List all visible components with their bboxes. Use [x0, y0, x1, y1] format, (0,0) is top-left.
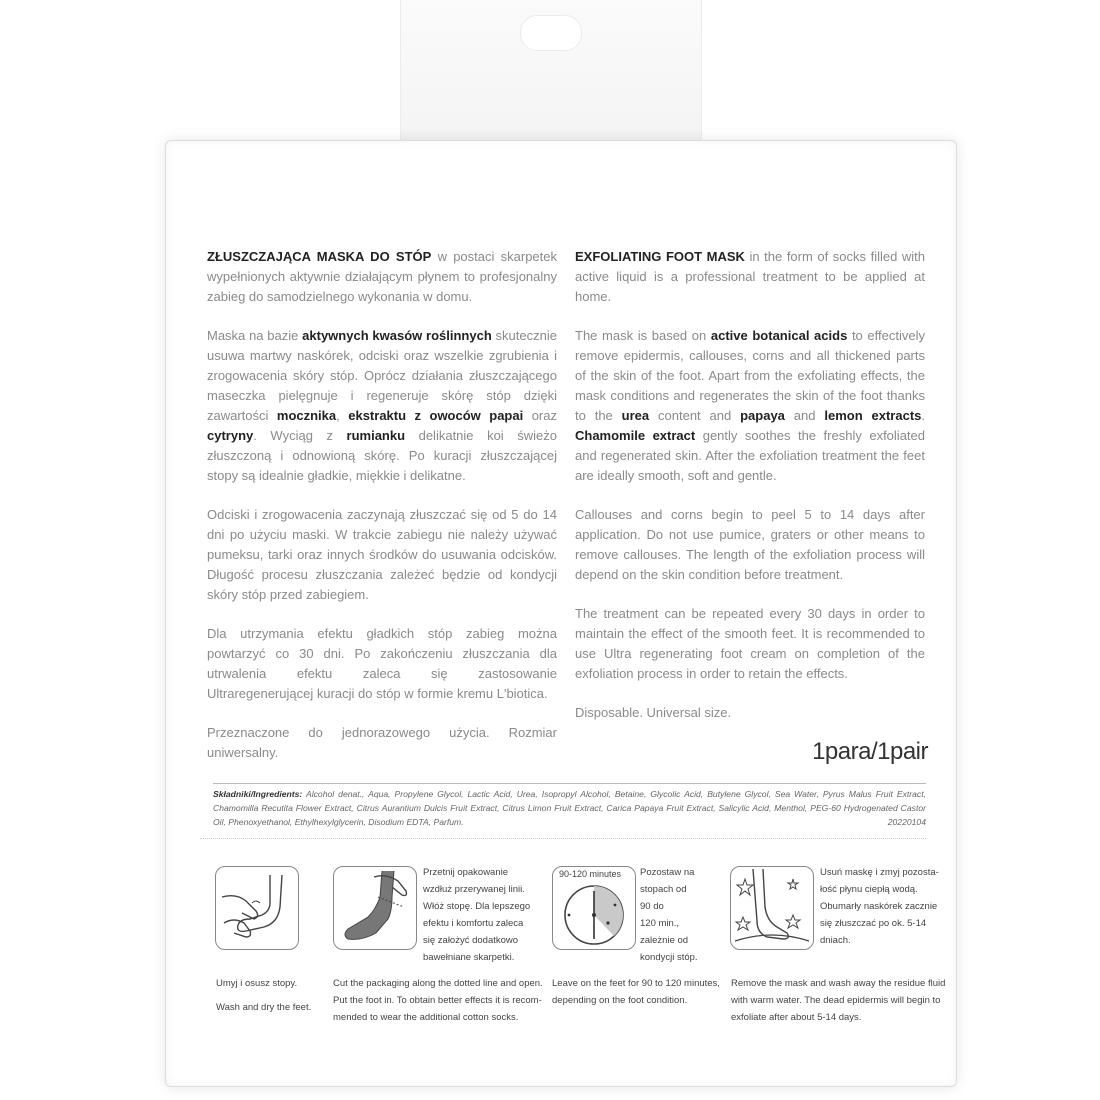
pl-text: ,: [336, 408, 349, 423]
step3-en-line: Leave on the feet for 90 to 120 minutes,: [552, 978, 720, 989]
step4-en-line: exfoliate after about 5-14 days.: [731, 1012, 862, 1023]
ingredients-text: Alcohol denat., Aqua, Propylene Glycol, Lactic Acid, Urea, Isopropyl Alcohol, Betaine, Glycolic Acid, Butylene Glycol, Sea Water, Pyrus Malus Fruit Extract, Chamomilla Recutita Flower Extract, Citrus Aurantium Dulcis Fruit Extract, Citrus Limon Fruit Extract, Carica Papaya Fruit Extract, Salicylic Acid, Menthol, PEG-60 Hydrogenated Castor Oil, Phenoxyethanol, Ethylhexylglycerin, Disodium EDTA, Parfum.: [213, 789, 926, 827]
pl-highlight: ekstraktu z owoców papai: [348, 408, 524, 423]
step1-text-pl: Umyj i osusz stopy.: [216, 978, 298, 989]
en-text: gently soothes the freshly exfoliated and regenerated skin. After the exfoliation treatment the feet are ideally smooth, soft and gentle.: [575, 428, 925, 483]
step3-pl-line: zależnie od: [640, 935, 689, 946]
pl-peeling-paragraph: Odciski i zrogowacenia zaczynają złuszczać się od 5 do 14 dni po użyciu maski. W trakcie zabiegu nie należy używać pumeksu, tarki oraz innych środków do usuwania odcisków. Długość procesu złuszczania zależeć będzie od kondycji skóry stóp przed zabiegiem.: [207, 507, 557, 602]
timer-label: 90-120 minutes: [559, 869, 622, 879]
en-intro-text: in the form of socks filled with active liquid is a professional treatment to be applied at home.: [575, 249, 925, 304]
step3-text-en: [552, 975, 720, 1009]
pl-text: . Wyciąg z: [253, 428, 347, 443]
hanger-hole: [520, 15, 582, 51]
pl-text: oraz: [523, 408, 557, 423]
steps-divider: [200, 838, 926, 839]
en-text: The mask is based on: [575, 328, 711, 343]
step2-pl-line: efektu i komfortu zaleca: [423, 918, 524, 929]
en-product-name: EXFOLIATING FOOT MASK: [575, 249, 745, 264]
en-highlight: papaya: [740, 408, 785, 423]
pl-highlight: aktywnych kwasów roślinnych: [302, 328, 492, 343]
en-intro: [575, 247, 925, 307]
en-text: and: [784, 408, 825, 423]
step2-pl-line: się założyć dodatkowo: [423, 935, 519, 946]
en-ingredients-paragraph: [575, 326, 925, 486]
pl-text: skutecznie usuwa martwy naskórek, odciski oraz wszelkie zgrubienia i zrogowacenia skóry stóp. Oprócz działania złuszczającego maseczka pielęgnuje i regeneruje skórę stóp dzięki zawartości: [207, 328, 557, 423]
step4-text-en: [731, 975, 945, 1026]
step3-timer-illustration: [552, 866, 636, 950]
pl-highlight: rumianku: [346, 428, 406, 443]
description-english: [575, 247, 925, 742]
ingredients-list: [213, 783, 926, 829]
en-highlight: Chamomile extract: [575, 428, 696, 443]
pl-repeat-paragraph: Dla utrzymania efektu gładkich stóp zabieg można powtarzyć co 30 dni. Po zakończeniu złuszczania dla utrwalenia efektu zaleca się zastosowanie Ultraregenerującej kuracji do stóp w formie kremu L'biotica.: [207, 626, 557, 701]
step3-pl-line: stopach od: [640, 884, 687, 895]
pl-intro-text: w postaci skarpetek wypełnionych aktywnie działającym płynem to profesjonalny zabieg do samodzielnego wykonania w domu.: [207, 249, 557, 304]
en-highlight: lemon extracts: [824, 408, 922, 423]
foot-in-sock-icon: [334, 867, 416, 949]
ingredients-label: Składniki/Ingredients:: [213, 789, 303, 799]
step4-pl-line: łość płynu ciepłą wodą.: [820, 884, 918, 895]
foot-with-stars-icon: [731, 867, 813, 949]
step4-rinse-illustration: [730, 866, 814, 950]
step2-pl-line: Przetnij opakowanie: [423, 867, 509, 878]
step4-en-line: with warm water. The dead epidermis will begin to: [731, 995, 941, 1006]
pl-disposable-note: Przeznaczone do jednorazowego użycia. Rozmiar uniwersalny.: [207, 725, 557, 760]
step3-pl-line: 120 min.,: [640, 918, 680, 929]
step4-pl-line: dniach.: [820, 935, 851, 946]
step3-pl-line: 90 do: [640, 901, 664, 912]
step4-pl-line: się złuszczać po ok. 5-14: [820, 918, 927, 929]
step3-pl-line: kondycji stóp.: [640, 952, 698, 963]
step3-text-pl: [640, 864, 698, 966]
en-text: to effectively remove epidermis, callouses, corns and all thickened parts of the skin of the foot. Apart from the exfoliating effects, the mask conditions and regenerates the skin of the foot thanks to the: [575, 328, 925, 423]
step3-pl-line: Pozostaw na: [640, 867, 695, 878]
batch-code: 20220104: [887, 817, 926, 827]
en-text: content and: [649, 408, 741, 423]
en-peeling-paragraph: Callouses and corns begin to peel 5 to 14 days after application. Do not use pumice, graters or other means to remove callouses. The length of the exfoliation process will depend on the skin condition before treatment.: [575, 507, 925, 582]
step3-en-line: depending on the foot condition.: [552, 995, 688, 1006]
step2-text-pl: [423, 864, 530, 966]
step2-sock-illustration: [333, 866, 417, 950]
step2-pl-line: wzdłuż przerywanej linii.: [423, 884, 525, 895]
en-highlight: urea: [621, 408, 650, 423]
step1-wash-feet-illustration: [215, 866, 299, 950]
step4-text-pl: [820, 864, 939, 949]
pl-text: Maska na bazie: [207, 328, 303, 343]
hands-washing-foot-icon: [216, 867, 298, 949]
description-polish: [207, 247, 557, 782]
step2-en-line: mended to wear the additional cotton socks.: [333, 1012, 519, 1023]
pl-highlight: cytryny: [207, 428, 254, 443]
pl-text: delikatnie koi świeżo złuszczoną i odnowioną skórę. Po kuracji złuszczającej stopy są idealnie gładkie, miękkie i delikatne.: [207, 428, 557, 483]
step2-pl-line: bawełniane skarpetki.: [423, 952, 515, 963]
step4-pl-line: Obumarły naskórek zacznie: [820, 901, 938, 912]
step4-pl-line: Usuń maskę i zmyj pozosta-: [820, 867, 939, 878]
step2-text-en: [333, 975, 543, 1026]
step2-pl-line: Włóż stopę. Dla lepszego: [423, 901, 531, 912]
en-repeat-paragraph: The treatment can be repeated every 30 days in order to maintain the effect of the smooth feet. It is recommended to use Ultra regenerating foot cream on completion of the exfoliation process in order to retain the effects.: [575, 606, 925, 681]
step2-en-line: Put the foot in. To obtain better effects it is recom-: [333, 995, 542, 1006]
pl-product-name: ZŁUSZCZAJĄCA MASKA DO STÓP: [207, 249, 432, 264]
pair-count: 1para/1pair: [812, 738, 928, 765]
step4-en-line: Remove the mask and wash away the residue fluid: [731, 978, 946, 989]
pl-intro: [207, 247, 557, 307]
en-highlight: active botanical acids: [710, 328, 848, 343]
en-disposable-note: Disposable. Universal size.: [575, 705, 732, 720]
en-text: .: [921, 408, 926, 423]
pl-ingredients-paragraph: [207, 326, 557, 486]
pl-highlight: mocznika: [276, 408, 337, 423]
step2-en-line: Cut the packaging along the dotted line and open.: [333, 978, 543, 989]
step1-text-en: Wash and dry the feet.: [216, 1002, 312, 1013]
